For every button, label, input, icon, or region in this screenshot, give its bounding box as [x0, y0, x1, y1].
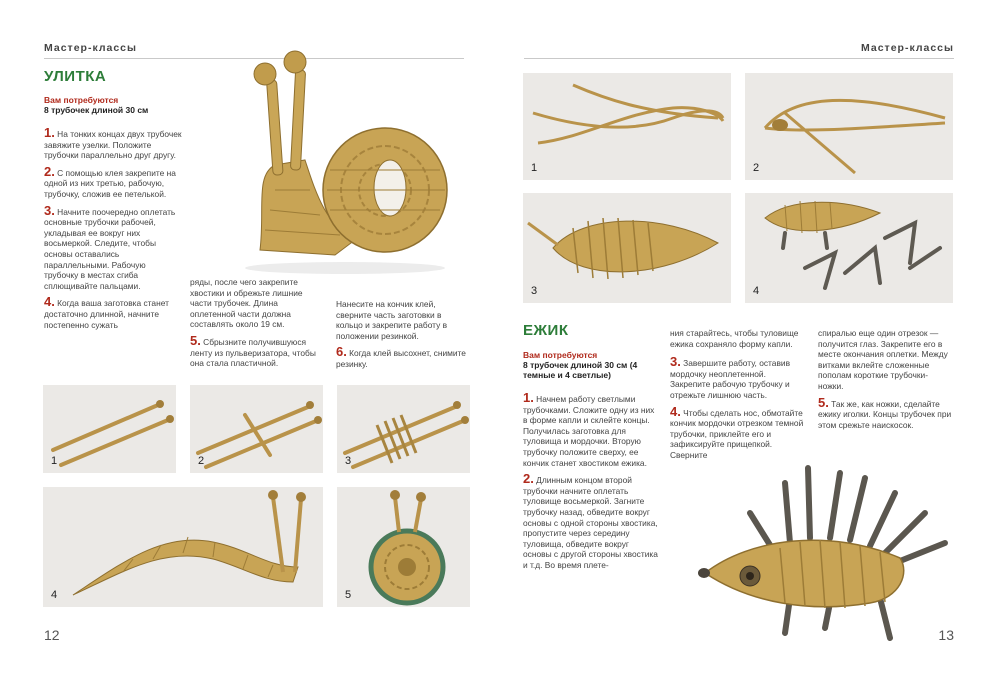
hedgehog-step-photo-2 [745, 73, 953, 180]
photo-number: 4 [753, 285, 760, 297]
hero-hedgehog-image [690, 458, 960, 648]
header-rule-right [524, 58, 954, 59]
snail-step-photo-4 [43, 487, 323, 607]
snail-step-photo-1 [43, 385, 176, 473]
photo-number: 1 [531, 162, 538, 174]
hero-snail-image [235, 40, 460, 275]
photo-number: 1 [51, 455, 58, 467]
hedgehog-step-photo-4 [745, 193, 953, 303]
photo-number: 3 [531, 285, 538, 297]
step-6: 6. Когда клей высохнет, снимите резинку. [336, 344, 466, 369]
hedgehog-instructions-col-3 [818, 328, 953, 430]
materials-heading: Вам потребуются [523, 350, 598, 360]
hedgehog-step-1: 1. Начнем работу светлыми трубочками. Сложите одну из них в форме капли и склейте концы. Получилась заготовка для туловища и мордочки. Вторую трубочку положите сверху, ее кончик станет хвостиком ежика. [523, 390, 655, 468]
instructions-col-1 [44, 125, 182, 330]
instructions-col-2 [190, 277, 325, 369]
article-title-hedgehog: ЕЖИК [523, 322, 569, 339]
photo-number: 5 [345, 589, 352, 601]
hedgehog-step-4: 4. Чтобы сделать нос, обмотайте кончик мордочки отрезком темной трубочки, приклейте его и зафиксируйте прищепкой. Сверните [670, 403, 804, 460]
materials-heading: Вам потребуются [44, 95, 119, 105]
photo-number: 4 [51, 589, 58, 601]
materials-text: 8 трубочек длиной 30 см [44, 105, 149, 115]
step-2: 2. С помощью клея закрепите на одной из них третью, рабочую, трубочку, сложив ее петелькой. [44, 163, 176, 199]
hedgehog-instructions-col-2 [670, 328, 805, 461]
snail-illustration [235, 40, 460, 275]
hedgehog-step-5: 5. Так же, как ножки, сделайте ежику иголки. Концы трубочек при этом срежьте наискосок. [818, 394, 952, 430]
hedgehog-step-4-continued: спиралью еще один отрезок — получится глаз. Закрепите его в месте окончания оплетки. Между витками вклейте сложенные пополам короткие трубочки-ножки. [818, 328, 948, 391]
snail-step-photo-3 [337, 385, 470, 473]
snail-step-photo-5 [337, 487, 470, 607]
section-label-left: Мастер-классы [44, 42, 137, 54]
photo-number: 3 [345, 455, 352, 467]
step-5-continued: Нанесите на кончик клей, сверните часть заготовки в кольцо и закрепите работу в положении резинкой. [336, 299, 448, 341]
step-1: 1. На тонких концах двух трубочек завяжите узелки. Положите трубочки параллельно друг другу. [44, 125, 182, 161]
hedgehog-step-3: 3. Завершите работу, оставив мордочку неоплетенной. Закрепите рабочую трубочку и отрежьте лишнюю часть. [670, 354, 791, 400]
hedgehog-step-2: 2. Длинным концом второй трубочки начните оплетать туловище восьмеркой. Загните трубочку назад, обведите вокруг основы с одной стороны хвостика, пропустите через середину туловища, обведите вокруг основы с другой стороны хвостика и т.д. Во время плете- [523, 471, 658, 570]
materials-text: 8 трубочек длиной 30 см (4 темные и 4 светлые) [523, 360, 638, 380]
page-number-left: 12 [44, 627, 60, 643]
step-5: 5. Сбрызните получившуюся ленту из пульверизатора, чтобы она стала пластичной. [190, 332, 316, 369]
photo-number: 2 [753, 162, 760, 174]
step-4: 4. Когда ваша заготовка станет достаточно длинной, начните постепенно сужать [44, 294, 169, 330]
hedgehog-step-photo-3 [523, 193, 731, 303]
materials-block-hedgehog [523, 350, 658, 380]
hedgehog-illustration [690, 458, 960, 648]
materials-block-snail [44, 95, 184, 115]
section-label-right: Мастер-классы [861, 42, 954, 54]
hedgehog-instructions-col-1 [523, 390, 658, 571]
page-number-right: 13 [938, 627, 954, 643]
article-title-snail: УЛИТКА [44, 68, 107, 85]
hedgehog-step-photo-1 [523, 73, 731, 180]
step-3: 3. Начните поочередно оплетать основные трубочки рабочей, укладывая ее вокруг них восьмеркой. Следите, чтобы основы оставались параллельными. Рабочую трубочку в местах сгиба сплющивайте пальцами. [44, 202, 176, 291]
step-4-continued: ряды, после чего закрепите хвостики и обрежьте лишние части трубочек. Длина оплетенной части должна составлять около 19 см. [190, 277, 303, 330]
snail-step-photo-2 [190, 385, 323, 473]
instructions-col-3 [336, 299, 468, 370]
photo-number: 2 [198, 455, 205, 467]
hedgehog-step-2-continued: ния старайтесь, чтобы туловище ежика сохраняло форму капли. [670, 328, 799, 349]
